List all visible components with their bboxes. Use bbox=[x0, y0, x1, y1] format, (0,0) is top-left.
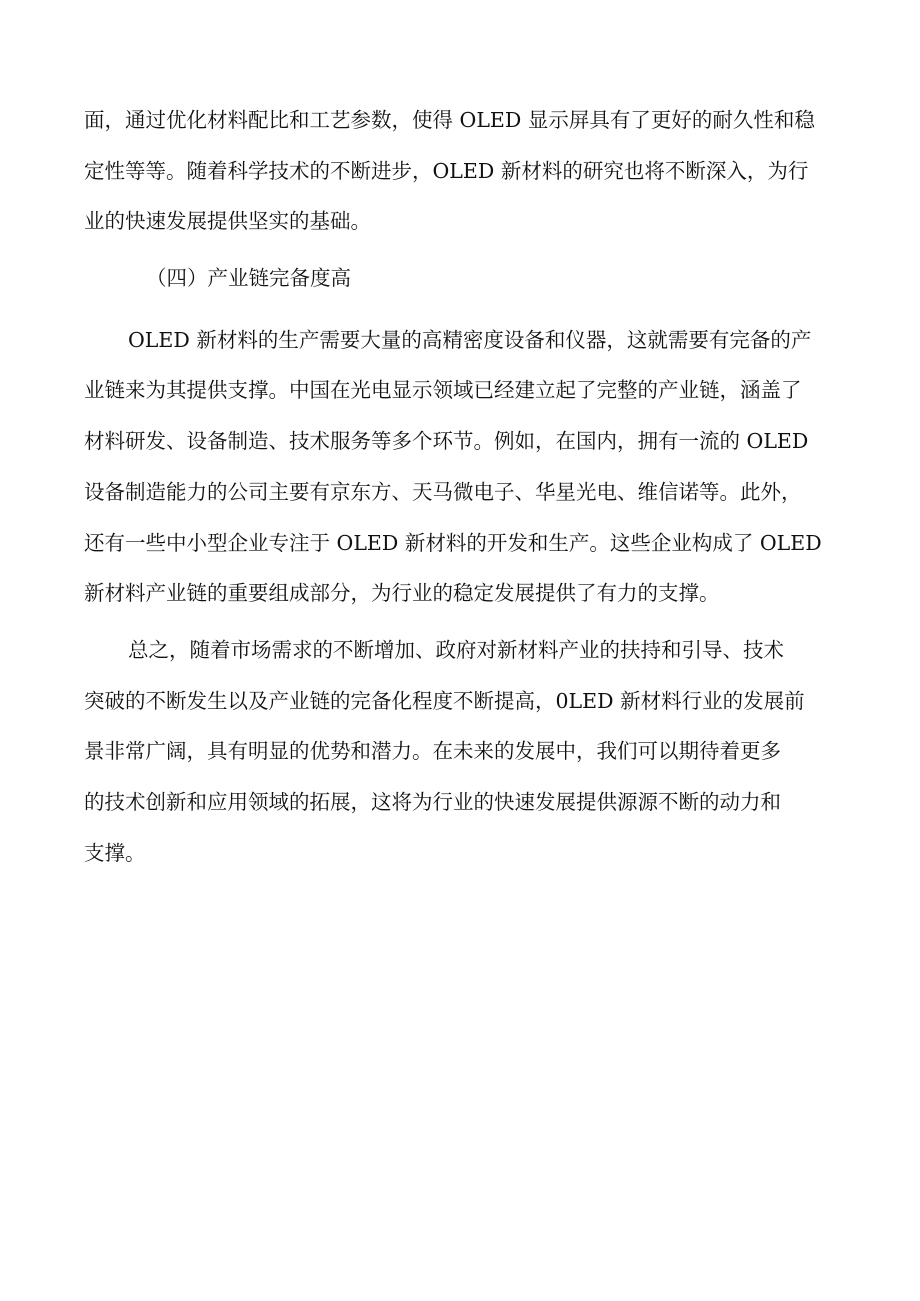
paragraph-2-line-4: 设备制造能力的公司主要有京东方、天马微电子、华星光电、维信诺等。此外， bbox=[84, 480, 802, 504]
paragraph-2-line-3: 材料研发、设备制造、技术服务等多个环节。例如，在国内，拥有一流的 OLED bbox=[84, 429, 809, 453]
paragraph-3-line-2: 突破的不断发生以及产业链的完备化程度不断提高，0LED 新材料行业的发展前 bbox=[84, 689, 805, 713]
paragraph-2-line-6: 新材料产业链的重要组成部分，为行业的稳定发展提供了有力的支撑。 bbox=[84, 581, 720, 605]
paragraph-2-line-2: 业链来为其提供支撑。中国在光电显示领域已经建立起了完整的产业链，涵盖了 bbox=[84, 378, 802, 402]
paragraph-3-line-4: 的技术创新和应用领域的拓展，这将为行业的快速发展提供源源不断的动力和 bbox=[84, 790, 781, 814]
paragraph-3-line-3: 景非常广阔，具有明显的优势和潜力。在未来的发展中，我们可以期待着更多 bbox=[84, 739, 781, 763]
paragraph-2-line-1: OLED 新材料的生产需要大量的高精密度设备和仪器，这就需要有完备的产 bbox=[128, 328, 812, 352]
section-heading: （四）产业链完备度高 bbox=[146, 266, 351, 290]
paragraph-1-line-3: 业的快速发展提供坚实的基础。 bbox=[84, 209, 371, 233]
paragraph-3-line-1: 总之，随着市场需求的不断增加、政府对新材料产业的扶持和引导、技术 bbox=[128, 638, 784, 662]
paragraph-1-line-1: 面，通过优化材料配比和工艺参数，使得 OLED 显示屏具有了更好的耐久性和稳 bbox=[84, 108, 815, 132]
paragraph-3-line-5: 支撑。 bbox=[84, 841, 146, 865]
paragraph-1-line-2: 定性等等。随着科学技术的不断进步，OLED 新材料的研究也将不断深入，为行 bbox=[84, 159, 809, 183]
paragraph-2-line-5: 还有一些中小型企业专注于 OLED 新材料的开发和生产。这些企业构成了 OLED bbox=[84, 531, 822, 555]
